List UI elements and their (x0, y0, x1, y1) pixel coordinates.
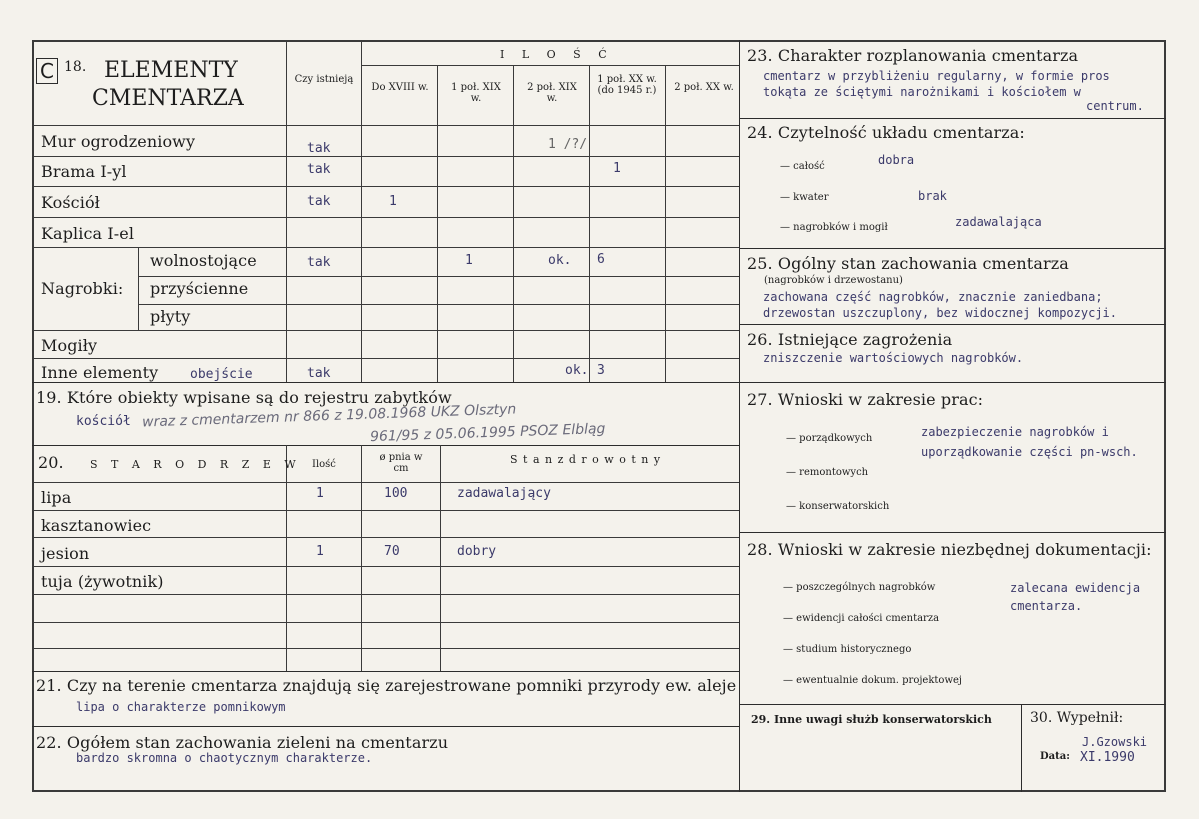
grid-line (32, 186, 739, 187)
s19-handwritten-1: wraz z cmentarzem nr 866 z 19.08.1968 UKZ Olsztyn (141, 401, 517, 431)
s24-kwater: — kwater (780, 192, 829, 203)
grid-line (513, 65, 514, 382)
grid-line (361, 65, 739, 66)
grid-line (739, 532, 1166, 533)
s23-label: 23. Charakter rozplanowania cmentarza (747, 46, 1079, 65)
row-plyty: płyty (150, 307, 191, 326)
s20-number: 20. (38, 453, 64, 472)
grid-line (32, 671, 739, 672)
grid-line (32, 622, 739, 623)
grid-line (739, 704, 1166, 705)
grid-line (32, 330, 739, 331)
grid-line (138, 304, 739, 305)
grid-line (739, 324, 1166, 325)
s23-line3: centrum. (1086, 99, 1144, 113)
s28-item-1: — poszczególnych nagrobków (783, 582, 936, 593)
col-exists-header: Czy istnieją (294, 74, 354, 85)
s18-title-1: ELEMENTY (104, 58, 238, 83)
row-mogily: Mogiły (41, 336, 98, 355)
tree-name-3: tuja (żywotnik) (41, 572, 164, 591)
row-nagrobki: Nagrobki: (41, 279, 124, 298)
row-kosciol: Kościół (41, 193, 100, 212)
s29-label: 29. Inne uwagi służb konserwatorskich (751, 713, 992, 726)
row-inne: Inne elementy (41, 363, 159, 382)
grid-line (32, 382, 739, 383)
s27-remontowych: — remontowych (786, 467, 869, 478)
col-2pol-xix: 2 poł. XIX w. (527, 82, 577, 104)
grid-line (440, 445, 441, 671)
divider-main (739, 40, 740, 792)
s22-value: bardzo skromna o chaotycznym charakterze. (76, 751, 373, 765)
s24-label: 24. Czytelność układu cmentarza: (747, 123, 1025, 142)
col-1pol-xx: 1 poł. XX w. (do 1945 r.) (597, 74, 657, 96)
s28-item-2: — ewidencji całości cmentarza (783, 613, 940, 624)
tree-state-2: dobry (457, 544, 497, 559)
s26-value: zniszczenie wartościowych nagrobków. (763, 351, 1024, 365)
row-brama: Brama I-yl (41, 162, 127, 181)
s21-value: lipa o charakterze pomnikowym (76, 700, 286, 714)
s20-col-ilosc: Ilość (312, 459, 336, 470)
s30-data-label: Data: (1040, 751, 1070, 762)
s18-title-2: CMENTARZA (92, 86, 244, 111)
s28-value-2: cmentarza. (1010, 599, 1083, 613)
grid-line (32, 594, 739, 595)
tree-name-2: jesion (41, 544, 90, 563)
col-1pol-xix: 1 poł. XIX w. (451, 82, 501, 104)
s25-line2: drzewostan uszczuplony, bez widocznej kompozycji. (763, 306, 1118, 320)
grid-line (665, 65, 666, 382)
grid-line (32, 482, 739, 483)
tree-state-0: zadawalający (457, 486, 551, 501)
s19-handwritten-2: 961/95 z 05.06.1995 PSOZ Elbląg (369, 420, 606, 446)
val-inne-desc: obejście (190, 367, 253, 382)
s28-item-3: — studium historycznego (783, 644, 912, 655)
s24-nagrobkow: — nagrobków i mogił (780, 222, 888, 233)
s21-label: 21. Czy na terenie cmentarza znajdują się zarejestrowane pomniki przyrody ew. aleje (36, 676, 737, 695)
val-wolno-exists: tak (307, 255, 331, 270)
val-wolno-2pol19: ok. (548, 253, 572, 268)
tree-name-0: lipa (41, 488, 72, 507)
grid-line (138, 247, 139, 330)
s24-calosc-value: dobra (878, 153, 915, 167)
s19-label: 19. Które obiekty wpisane są do rejestru zabytków (36, 388, 452, 407)
val-mur-exists: tak (307, 141, 331, 156)
grid-line (589, 65, 590, 382)
grid-line (286, 445, 287, 671)
grid-line (32, 217, 739, 218)
val-inne-exists: tak (307, 366, 331, 381)
grid-line (32, 726, 739, 727)
s30-label: 30. Wypełnił: (1030, 710, 1124, 726)
grid-line (437, 65, 438, 382)
grid-line (32, 156, 739, 157)
val-brama-exists: tak (307, 162, 331, 177)
s27-label: 27. Wnioski w zakresie prac: (747, 390, 984, 409)
grid-line (32, 510, 739, 511)
val-kosciol-exists: tak (307, 194, 331, 209)
s23-line1: cmentarz w przybliżeniu regularny, w formie pros (763, 69, 1110, 83)
val-inne-2pol19: ok. (565, 363, 589, 378)
s25-label: 25. Ogólny stan zachowania cmentarza (747, 254, 1069, 273)
s20-title: S T A R O D R Z E W (90, 458, 301, 471)
val-wolno-1pol19: 1 (465, 253, 473, 268)
val-wolno-1pol20: 6 (597, 252, 605, 267)
grid-line (138, 276, 739, 277)
s23-line2: tokąta ze ściętymi narożnikami i kościołem w (763, 85, 1081, 99)
s30-date: XI.1990 (1080, 750, 1135, 765)
tree-diam-2: 70 (384, 544, 400, 559)
grid-line (739, 118, 1166, 119)
tree-qty-0: 1 (316, 486, 324, 501)
ilosc-header: I L O Ś Ć (500, 48, 614, 61)
row-kaplica: Kaplica I-el (41, 224, 135, 243)
s27-value-1: zabezpieczenie nagrobków i (921, 425, 1109, 439)
s26-label: 26. Istniejące zagrożenia (747, 330, 953, 349)
val-inne-1pol20: 3 (597, 363, 605, 378)
grid-line (1021, 704, 1022, 792)
s27-konserwatorskich: — konserwatorskich (786, 501, 890, 512)
grid-line (32, 537, 739, 538)
tree-diam-0: 100 (384, 486, 408, 501)
col-xviii: Do XVIII w. (371, 82, 429, 93)
grid-line (739, 248, 1166, 249)
s28-value-1: zalecana ewidencja (1010, 581, 1141, 595)
s24-calosc: — całość (780, 161, 825, 172)
grid-line (32, 358, 739, 359)
row-mur: Mur ogrodzeniowy (41, 132, 196, 151)
s25-line1: zachowana część nagrobków, znacznie zaniedbana; (763, 290, 1103, 304)
val-kosciol-xviii: 1 (389, 194, 397, 209)
tree-name-1: kasztanowiec (41, 516, 152, 535)
s25-sub: (nagrobków i drzewostanu) (764, 275, 903, 286)
tree-qty-2: 1 (316, 544, 324, 559)
s27-value-2: uporządkowanie części pn-wsch. (921, 445, 1138, 459)
grid-line (32, 125, 739, 126)
grid-line (32, 445, 739, 446)
row-wolnostojace: wolnostojące (150, 251, 257, 270)
val-brama-1pol20: 1 (613, 161, 621, 176)
s30-name: J.Gzowski (1082, 735, 1148, 749)
s28-item-4: — ewentualnie dokum. projektowej (783, 675, 963, 686)
s28-label: 28. Wnioski w zakresie niezbędnej dokumentacji: (747, 540, 1152, 559)
s20-col-pien: ø pnia w cm (379, 452, 423, 474)
s24-nagrobkow-value: zadawalająca (955, 215, 1042, 229)
s27-porzadkowych: — porządkowych (786, 433, 873, 444)
col-2pol-xx: 2 poł. XX w. (674, 82, 734, 93)
grid-line (739, 382, 1166, 383)
grid-line (32, 648, 739, 649)
s22-label: 22. Ogółem stan zachowania zieleni na cmentarzu (36, 733, 449, 752)
s19-typed: kościół (76, 414, 131, 429)
card-letter-box: C (36, 58, 58, 84)
s20-col-stan: S t a n z d r o w o t n y (510, 453, 662, 466)
grid-line (361, 445, 362, 671)
grid-line (32, 566, 739, 567)
val-mur-2pol19: 1 /?/ (548, 137, 588, 152)
row-przyscienne: przyścienne (150, 279, 249, 298)
s18-number: 18. (64, 59, 87, 75)
s24-kwater-value: brak (918, 189, 947, 203)
